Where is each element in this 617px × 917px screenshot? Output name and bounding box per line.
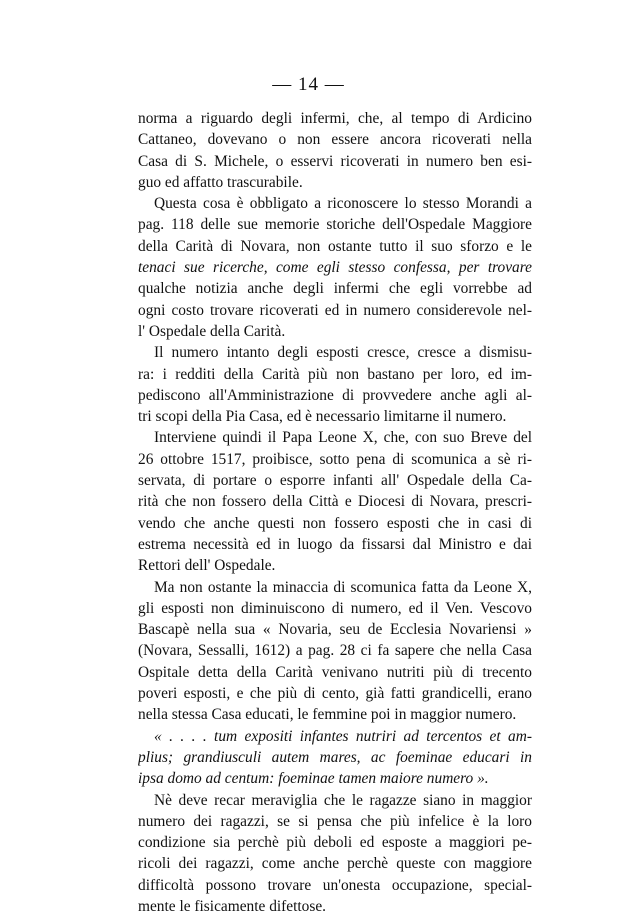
text-line: numero dei ragazzi, se si pensa che più infelice è la loro bbox=[138, 811, 532, 832]
text-line: l' Ospedale della Carità. bbox=[138, 321, 532, 342]
text-line: guo ed affatto trascurabile. bbox=[138, 172, 532, 193]
text-line: gli esposti non diminuiscono di numero, ed il Ven. Vescovo bbox=[138, 598, 532, 619]
paragraph-1 bbox=[138, 108, 532, 193]
text-line: (Novara, Sessalli, 1612) a pag. 28 ci fa sapere che nella Casa bbox=[138, 640, 532, 661]
text-line: pag. 118 delle sue memorie storiche dell'Ospedale Maggiore bbox=[138, 214, 532, 235]
body-text bbox=[138, 108, 532, 917]
text-line: nella stessa Casa educati, le femmine poi in maggior numero. bbox=[138, 704, 532, 725]
text-line-italic-start: tenaci sue ricerche, come egli stesso confessa, per trovare bbox=[138, 257, 532, 278]
text-line: Questa cosa è obbligato a riconoscere lo stesso Morandi a bbox=[138, 193, 532, 214]
paragraph-4 bbox=[138, 427, 532, 576]
text-line: mente le fisicamente difettose. bbox=[138, 896, 532, 917]
text-line: poveri esposti, e che più di cento, già fatti grandicelli, erano bbox=[138, 683, 532, 704]
text-line: servata, di portare o esporre infanti all' Ospedale della Ca- bbox=[138, 470, 532, 491]
text-line: della Carità di Novara, non ostante tutto il suo sforzo e le bbox=[138, 236, 532, 257]
text-line: condizione sia perchè più deboli ed esposte a maggiori pe- bbox=[138, 832, 532, 853]
text-line: tri scopi della Pia Casa, ed è necessario limitarne il numero. bbox=[138, 406, 532, 427]
text-line: ra: i redditi della Carità più non bastano per loro, ed im- bbox=[138, 364, 532, 385]
paragraph-2 bbox=[138, 193, 532, 342]
text-line: norma a riguardo degli infermi, che, al tempo di Ardicino bbox=[138, 108, 532, 129]
text-line: Bascapè nella sua « Novaria, seu de Ecclesia Novariensi » bbox=[138, 619, 532, 640]
text-line: estrema necessità ed in luogo da fissarsi dal Ministro e dai bbox=[138, 534, 532, 555]
page-number: — 14 — bbox=[0, 74, 617, 96]
text-line: Nè deve recar meraviglia che le ragazze siano in maggior bbox=[138, 790, 532, 811]
text-line: Ospitale detta della Carità venivano nutriti più di trecento bbox=[138, 662, 532, 683]
quote-line: « . . . . tum expositi infantes nutriri ad tercentos et am- bbox=[138, 726, 532, 747]
text-line: ricoli dei ragazzi, come anche perchè queste con maggiore bbox=[138, 853, 532, 874]
text-line: Ma non ostante la minaccia di scomunica fatta da Leone X, bbox=[138, 577, 532, 598]
text-line: vendo che anche questi non fossero esposti che in casi di bbox=[138, 513, 532, 534]
text-line: rità che non fossero della Città e Diocesi di Novara, prescri- bbox=[138, 491, 532, 512]
text-line: Casa di S. Michele, o esservi ricoverati in numero ben esi- bbox=[138, 151, 532, 172]
paragraph-3 bbox=[138, 342, 532, 427]
text-line: qualche notizia anche degli infermi che egli vorrebbe ad bbox=[138, 278, 532, 299]
quote-line: ipsa domo ad centum: foeminae tamen maiore numero ». bbox=[138, 768, 532, 789]
text-line: Cattaneo, dovevano o non essere ancora ricoverati nella bbox=[138, 129, 532, 150]
paragraph-7 bbox=[138, 790, 532, 917]
text-line: ogni costo trovare ricoverati ed in numero considerevole nel- bbox=[138, 300, 532, 321]
text-line: 26 ottobre 1517, proibisce, sotto pena di scomunica a sè ri- bbox=[138, 449, 532, 470]
text-line: Il numero intanto degli esposti cresce, cresce a dismisu- bbox=[138, 342, 532, 363]
text-line: pediscono all'Amministrazione di provvedere anche agli al- bbox=[138, 385, 532, 406]
text-line: Interviene quindi il Papa Leone X, che, con suo Breve del bbox=[138, 427, 532, 448]
quote-line: plius; grandiusculi autem mares, ac foeminae educari in bbox=[138, 747, 532, 768]
paragraph-5 bbox=[138, 577, 532, 726]
text-line: difficoltà possono trovare un'onesta occupazione, special- bbox=[138, 875, 532, 896]
text-line: Rettori dell' Ospedale. bbox=[138, 555, 532, 576]
latin-quote bbox=[138, 726, 532, 790]
